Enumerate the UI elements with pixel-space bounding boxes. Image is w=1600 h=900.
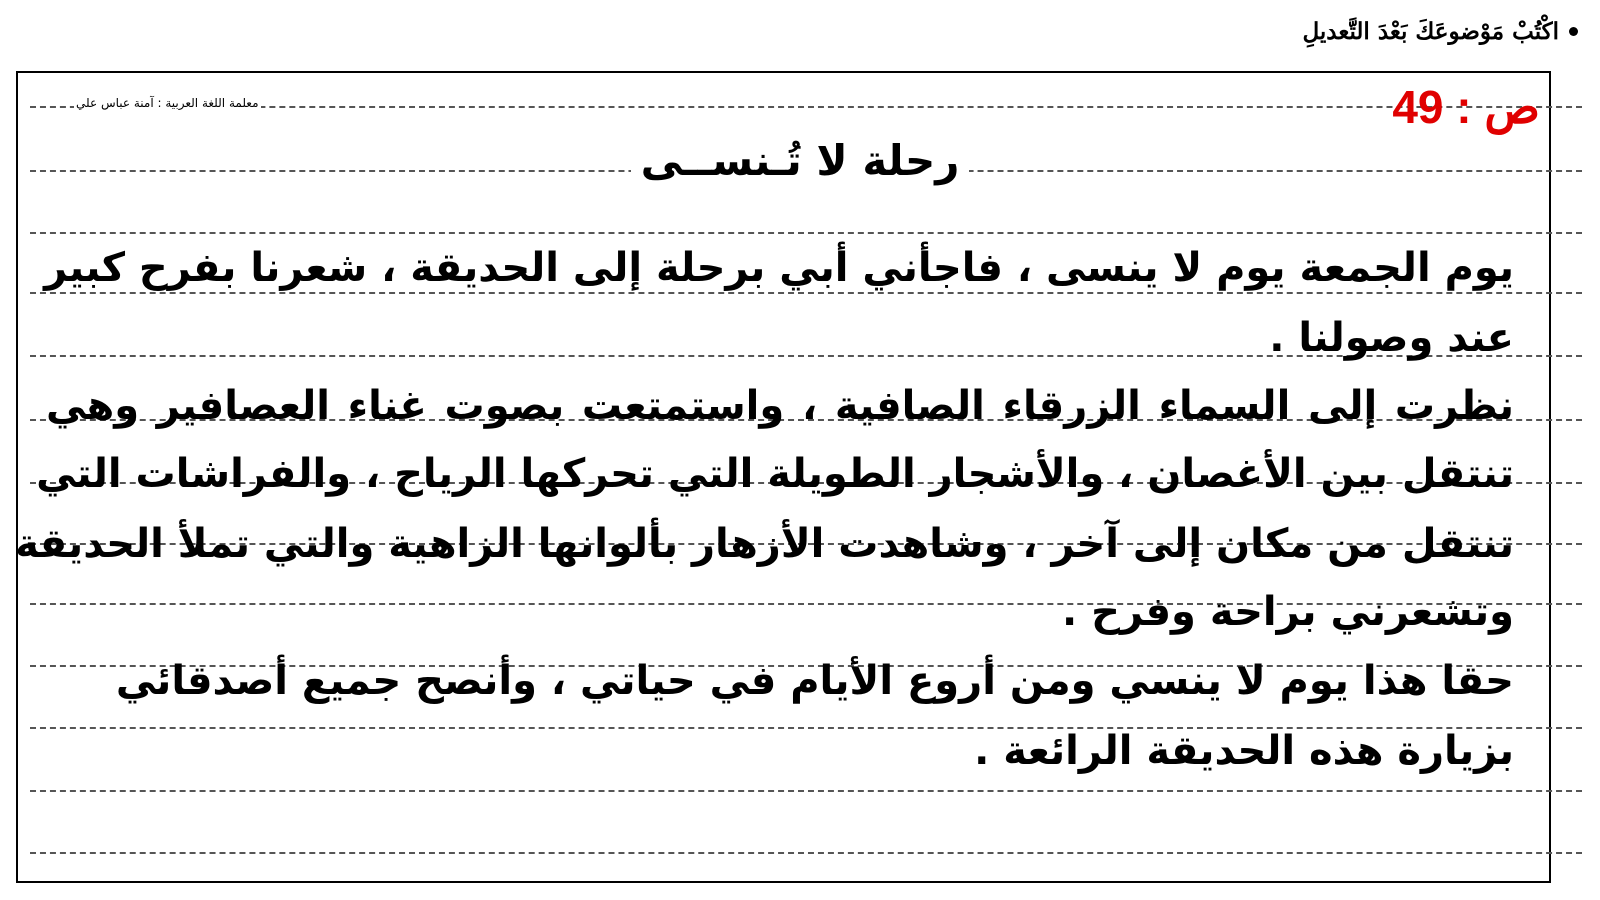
instruction-heading bbox=[1302, 18, 1578, 45]
essay-title bbox=[0, 133, 1600, 189]
essay-title-text: رحلة لا تُـنســى bbox=[631, 136, 970, 185]
essay-line: حقا هذا يوم لا ينسي ومن أروع الأيام في حياتي ، وأنصح جميع أصدقائي bbox=[115, 658, 1514, 704]
guide-line bbox=[30, 106, 1582, 108]
essay-line: يوم الجمعة يوم لا ينسى ، فاجأني أبي برحلة إلى الحديقة ، شعرنا بفرح كبير bbox=[44, 245, 1514, 291]
bullet-icon bbox=[1569, 27, 1578, 36]
essay-line: تنتقل بين الأغصان ، والأشجار الطويلة التي تحركها الرياح ، والفراشات التي bbox=[36, 451, 1514, 497]
essay-line: بزيارة هذه الحديقة الرائعة . bbox=[974, 728, 1514, 774]
instruction-text: اكْتُبْ مَوْضوعَكَ بَعْدَ التَّعديلِ bbox=[1302, 18, 1559, 45]
guide-line bbox=[30, 232, 1582, 234]
teacher-credit: معلمة اللغة العربية : آمنة عباس علي bbox=[76, 96, 259, 110]
essay-line: عند وصولنا . bbox=[1269, 315, 1514, 361]
page-reference: ص : 49 bbox=[1392, 81, 1540, 133]
guide-line bbox=[30, 852, 1582, 854]
essay-line: وتشعرني براحة وفرح . bbox=[1062, 589, 1514, 635]
essay-line: نظرت إلى السماء الزرقاء الصافية ، واستمتعت بصوت غناء العصافير وهي bbox=[46, 383, 1514, 429]
guide-line bbox=[30, 790, 1582, 792]
essay-line: تنتقل من مكان إلى آخر ، وشاهدت الأزهار بألوانها الزاهية والتي تملأ الحديقة bbox=[15, 521, 1514, 567]
